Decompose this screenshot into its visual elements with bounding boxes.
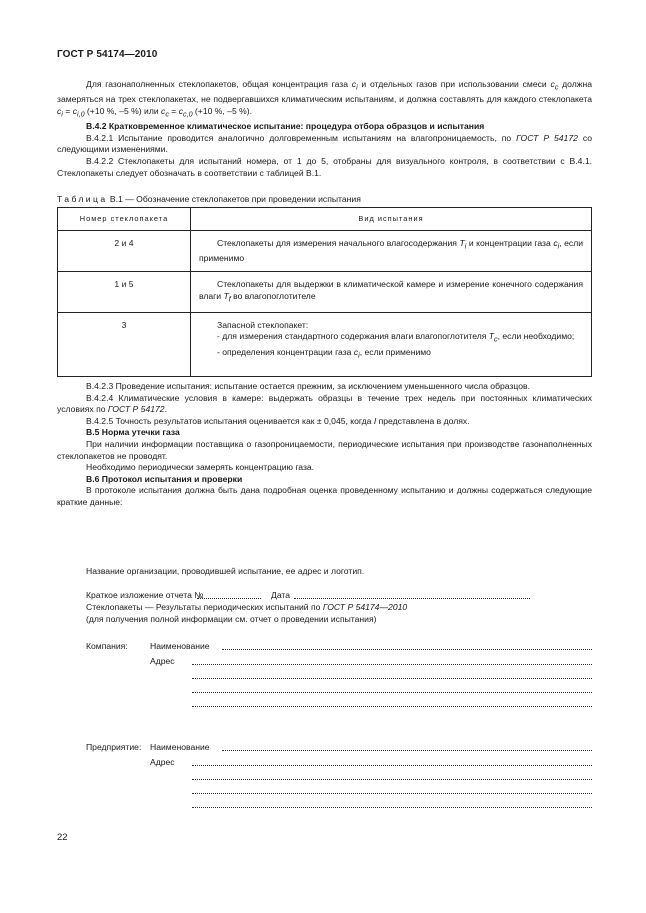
paragraph-b421: В.4.2.1 Испытание проводится аналогично долговременным испытаниям на влагопроницаемость, по ГОСТ Р 54172 со следующими изменениями. [57, 132, 592, 155]
column-header-test-type: Вид испытания [191, 208, 592, 231]
paragraph-gas-concentration: Для газонаполненных стеклопакетов, общая концентрация газа $c_i$ и отдельных газов при использовании смеси $c_c$ должна замеряться на трех стеклопакетах, не подвергавшихся климатическим испытаниям, и должна составлять для каждого стеклопакета $c_i = c_{i,0}$ (+10 %, –5 %) или $c_c = c_{c,0}$ (+10 %, –5 %). [57, 79, 593, 119]
paragraph-periodic-measure: Необходимо периодически замерять концентрацию газа. [86, 462, 315, 473]
report-number-label: Краткое изложение отчета № [86, 590, 204, 600]
table-cell-description: Запасной стеклопакет: - для измерения стандартного содержания влаги влагопоглотителя $T_c$, если необходимо; - определения концентрации газа $c_i$, если применимо [191, 312, 592, 376]
table-row [58, 231, 592, 272]
designation-table [57, 207, 592, 377]
company-name-label: Наименование [150, 641, 210, 651]
paragraph-report-content: В протоколе испытания должна быть дана подробная оценка проведенному испытанию и должны содержаться следующие краткие данные: [57, 485, 592, 507]
enterprise-address-field-1[interactable] [192, 765, 592, 766]
company-address-field-4[interactable] [192, 706, 592, 707]
enterprise-name-field[interactable] [222, 750, 592, 751]
company-address-field-1[interactable] [192, 664, 592, 665]
date-label: Дата [271, 590, 291, 600]
company-address-field-3[interactable] [192, 692, 592, 693]
top-text-block [57, 79, 592, 179]
paragraph-supplier-info: При наличии информации поставщика о газопроницаемости, периодические испытания при производстве газонаполненных стеклопакетов не проводят. [57, 438, 592, 461]
paragraph-b423: В.4.2.3 Проведение испытания: испытание остается прежним, за исключением уменьшенного числа образцов. [86, 381, 530, 391]
page-number: 22 [57, 832, 68, 843]
table-row [58, 271, 592, 312]
date-field[interactable] [294, 598, 530, 599]
company-address-field-2[interactable] [192, 678, 592, 679]
table-caption: Таблица В.1 — Обозначение стеклопакетов при проведении испытания [57, 194, 361, 204]
company-address-label: Адрес [150, 656, 175, 666]
enterprise-address-field-2[interactable] [192, 779, 592, 780]
table-cell-description: Стеклопакеты для выдержки в климатической камере и измерение конечного содержания влаги $T_f$ во влагопоглотителе [191, 271, 592, 312]
document-header: ГОСТ Р 54174—2010 [57, 49, 158, 60]
heading-test-report: В.6 Протокол испытания и проверки [86, 473, 243, 484]
bottom-text-block [57, 381, 592, 509]
enterprise-address-field-3[interactable] [192, 793, 592, 794]
enterprise-address-field-4[interactable] [192, 807, 592, 808]
results-line: Стеклопакеты — Результаты периодических испытаний по ГОСТ Р 54174—2010 [86, 602, 408, 612]
paragraph-b424: В.4.2.4 Климатические условия в камере: выдержать образцы в течение трех недель при постоянных климатических условиях по ГОСТ Р 54172. [57, 392, 592, 415]
enterprise-address-label: Адрес [150, 757, 175, 767]
heading-gas-leak-rate: В.5 Норма утечки газа [86, 427, 180, 438]
report-number-field[interactable] [197, 598, 261, 599]
org-name-line: Название организации, проводившей испытание, ее адрес и логотип. [86, 566, 365, 576]
paragraph-b422: В.4.2.2 Стеклопакеты для испытаний номера, от 1 до 5, отобраны для визуального контроля, в соответствии с В.4.1. Стеклопакеты следует обозначать в соответствии с таблицей В.1. [57, 156, 592, 178]
table-cell-number: 1 и 5 [58, 271, 191, 312]
company-label: Компания: [86, 641, 128, 651]
company-name-field[interactable] [222, 649, 592, 650]
enterprise-label: Предприятие: [86, 742, 142, 752]
enterprise-name-label: Наименование [150, 742, 210, 752]
results-note: (для получения полной информации см. отчет о проведении испытания) [86, 614, 377, 624]
table-cell-number: 3 [58, 312, 191, 376]
heading-short-term-test: В.4.2 Кратковременное климатическое испытание: процедура отбора образцов и испытания [86, 121, 485, 132]
table-row [58, 312, 592, 376]
column-header-number: Номер стеклопакета [58, 208, 191, 231]
paragraph-b425: В.4.2.5 Точность результатов испытания оценивается как ± 0,045, когда I представлена в долях. [86, 415, 470, 426]
table-cell-description: Стеклопакеты для измерения начального влагосодержания $T_i$ и концентрации газа $c_i$, если применимо [191, 231, 592, 272]
table-cell-number: 2 и 4 [58, 231, 191, 272]
